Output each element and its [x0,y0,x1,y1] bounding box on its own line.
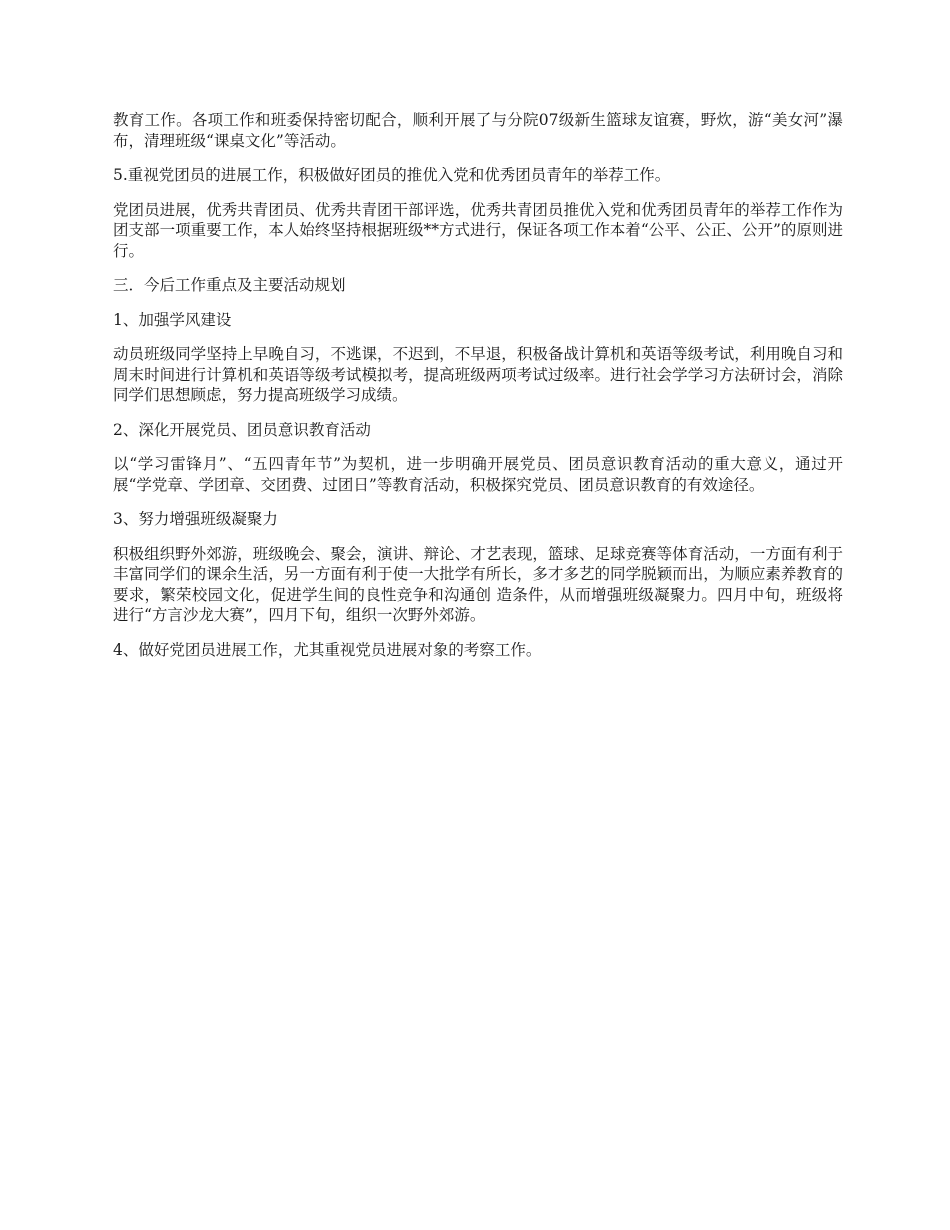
paragraph-continuation: 教育工作。各项工作和班委保持密切配合，顺利开展了与分院07级新生篮球友谊赛，野炊，游“美女河”瀑布，清理班级“课桌文化”等活动。 [113,111,843,150]
plan-item-1-heading: 1、加强学风建设 [113,310,232,329]
plan-item-2-heading: 2、深化开展党员、团员意识教育活动 [113,420,371,439]
paragraph-class-cohesion: 积极组织野外郊游，班级晚会、聚会，演讲、辩论、才艺表现，篮球、足球竞赛等体育活动，一方面有利于丰富同学们的课余生活，另一方面有利于使一大批学有所长，多才多艺的同学脱颖而出，为顺应素养教育的要求，繁荣校园文化，促进学生间的良性竞争和沟通创 造条件，从而增强班级凝聚力。四月中旬，班级将进行“方言沙龙大赛”，四月下旬，组织一次野外郊游。 [113,544,843,624]
paragraph-party-development: 党团员进展，优秀共青团员、优秀共青团干部评选，优秀共青团员推优入党和优秀团员青年的举荐工作作为团支部一项重要工作，本人始终坚持根据班级**方式进行，保证各项工作本着“公平、公正、公开”的原则进行。 [113,200,843,260]
document-page [113,110,843,674]
plan-item-4-heading: 4、做好党团员进展工作，尤其重视党员进展对象的考察工作。 [113,640,542,659]
plan-item-3-heading: 3、努力增强班级凝聚力 [113,510,278,528]
paragraph-study-style: 动员班级同学坚持上早晚自习，不逃课，不迟到，不早退，积极备战计算机和英语等级考试，利用晚自习和周末时间进行计算机和英语等级考试模拟考，提高班级两项考试过级率。进行社会学学习方法研讨会，消除同学们思想顾虑，努力提高班级学习成绩。 [113,345,843,404]
section-3-heading: 三．今后工作重点及主要活动规划 [113,276,346,294]
section-item-5-heading: 5.重视党团员的进展工作，积极做好团员的推优入党和优秀团员青年的举荐工作。 [113,166,671,184]
paragraph-awareness-education: 以“学习雷锋月”、“五四青年节”为契机，进一步明确开展党员、团员意识教育活动的重大意义，通过开展“学党章、学团章、交团费、过团日”等教育活动，积极探究党员、团员意识教育的有效途径。 [113,455,843,494]
